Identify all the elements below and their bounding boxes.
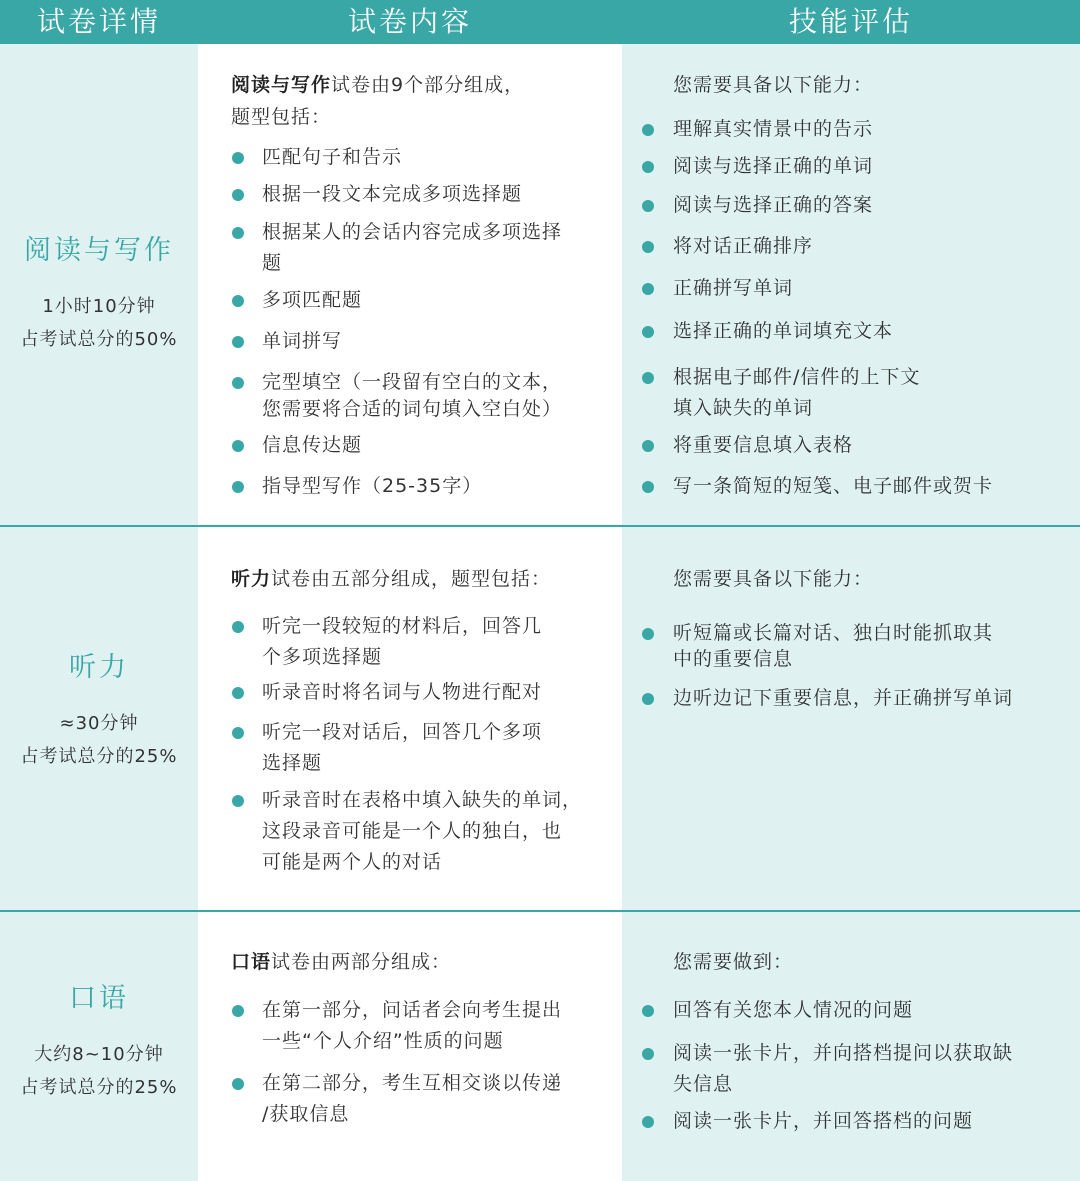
bullet-dot — [232, 377, 244, 389]
content-item-continued: 题 — [262, 252, 283, 274]
bullet-dot — [642, 372, 654, 384]
skill-item-continued: 失信息 — [673, 1073, 734, 1095]
content-item: 根据一段文本完成多项选择题 — [262, 183, 523, 205]
content-item: 指导型写作（25-35字） — [262, 475, 483, 497]
section-score-weight: 占考试总分的25% — [20, 1077, 178, 1098]
section-score-weight: 占考试总分的50% — [20, 329, 178, 350]
content-item: 听录音时将名词与人物进行配对 — [262, 681, 543, 703]
content-intro-bold: 阅读与写作 — [231, 74, 332, 96]
bullet-dot — [232, 727, 244, 739]
skills-intro: 您需要做到： — [673, 951, 794, 973]
bullet-dot — [232, 1005, 244, 1017]
header-skills-assessment: 技能评估 — [788, 5, 913, 38]
content-intro — [231, 563, 551, 595]
section-duration: 大约8~10分钟 — [34, 1044, 164, 1065]
skill-item: 阅读一张卡片，并回答搭档的问题 — [673, 1110, 974, 1132]
bullet-dot — [642, 481, 654, 493]
skill-item: 写一条简短的短笺、电子邮件或贺卡 — [673, 475, 994, 497]
content-item: 根据某人的会话内容完成多项选择 — [262, 221, 563, 243]
section-score-weight: 占考试总分的25% — [20, 746, 178, 767]
skill-item: 听短篇或长篇对话、独白时能抓取其 — [673, 622, 994, 644]
bullet-dot — [642, 326, 654, 338]
skill-item: 选择正确的单词填充文本 — [673, 320, 894, 342]
content-item-continued: 选择题 — [262, 752, 323, 774]
bullet-dot — [232, 440, 244, 452]
content-intro — [231, 946, 451, 978]
bullet-dot — [232, 295, 244, 307]
content-item: 听完一段较短的材料后，回答几 — [262, 615, 543, 637]
content-item: 听录音时在表格中填入缺失的单词， — [262, 789, 583, 811]
content-item: 在第一部分，问话者会向考生提出 — [262, 999, 563, 1021]
skill-item: 回答有关您本人情况的问题 — [673, 999, 914, 1021]
bullet-dot — [232, 1078, 244, 1090]
content-intro-line2: 题型包括： — [231, 106, 332, 128]
content-item-continued: 这段录音可能是一个人的独白，也 — [262, 820, 563, 842]
skill-item: 将重要信息填入表格 — [673, 434, 854, 456]
bullet-dot — [642, 283, 654, 295]
content-item: 在第二部分，考生互相交谈以传递 — [262, 1072, 563, 1094]
header-exam-details: 试卷详情 — [36, 5, 161, 38]
content-item: 听完一段对话后，回答几个多项 — [262, 721, 543, 743]
bullet-dot — [232, 189, 244, 201]
content-item: 完型填空（一段留有空白的文本， — [262, 371, 563, 393]
content-item-continued: 一些“个人介绍”性质的问题 — [262, 1030, 504, 1052]
bullet-dot — [642, 124, 654, 136]
skill-item: 正确拼写单词 — [673, 277, 794, 299]
skill-item: 阅读一张卡片，并向搭档提问以获取缺 — [673, 1042, 1014, 1064]
content-intro-bold: 口语 — [231, 951, 272, 973]
content-item-continued: 可能是两个人的对话 — [262, 851, 443, 873]
bullet-dot — [642, 200, 654, 212]
header-exam-content: 试卷内容 — [347, 5, 472, 38]
content-item: 多项匹配题 — [262, 289, 363, 311]
skill-item: 边听边记下重要信息，并正确拼写单词 — [673, 687, 1014, 709]
bullet-dot — [642, 241, 654, 253]
bullet-dot — [232, 227, 244, 239]
bullet-dot — [642, 1048, 654, 1060]
skill-item: 将对话正确排序 — [673, 235, 814, 257]
table-header — [0, 0, 1080, 44]
section-title: 阅读与写作 — [24, 235, 174, 266]
bullet-dot — [642, 1116, 654, 1128]
content-item-continued: 个多项选择题 — [262, 646, 383, 668]
skill-item: 理解真实情景中的告示 — [673, 118, 874, 140]
content-item: 信息传达题 — [262, 434, 363, 456]
content-intro-text: 试卷由两部分组成： — [271, 951, 452, 973]
skill-item: 阅读与选择正确的答案 — [673, 194, 874, 216]
section-duration: ≈30分钟 — [59, 713, 139, 734]
bullet-dot — [232, 621, 244, 633]
bullet-dot — [232, 152, 244, 164]
content-intro-text: 试卷由五部分组成，题型包括： — [271, 568, 552, 590]
content-item: 单词拼写 — [262, 330, 343, 352]
content-item-continued: 您需要将合适的词句填入空白处） — [262, 398, 563, 420]
bullet-dot — [642, 440, 654, 452]
section-duration: 1小时10分钟 — [42, 296, 156, 317]
skills-intro: 您需要具备以下能力： — [673, 74, 874, 96]
skills-intro: 您需要具备以下能力： — [673, 568, 874, 590]
skill-item-continued: 中的重要信息 — [673, 648, 794, 670]
bullet-dot — [642, 693, 654, 705]
section-title: 口语 — [69, 983, 129, 1014]
bullet-dot — [642, 628, 654, 640]
skill-item-continued: 填入缺失的单词 — [673, 397, 814, 419]
content-intro-text: 试卷由9个部分组成， — [331, 74, 525, 96]
content-item: 匹配句子和告示 — [262, 146, 403, 168]
bullet-dot — [642, 1005, 654, 1017]
bullet-dot — [232, 336, 244, 348]
bullet-dot — [232, 481, 244, 493]
content-intro-bold: 听力 — [231, 568, 272, 590]
section-title: 听力 — [69, 652, 129, 683]
bullet-dot — [232, 795, 244, 807]
content-item-continued: /获取信息 — [262, 1103, 350, 1125]
skill-item: 根据电子邮件/信件的上下文 — [673, 366, 921, 388]
bullet-dot — [232, 687, 244, 699]
bullet-dot — [642, 161, 654, 173]
content-intro — [231, 69, 524, 101]
skill-item: 阅读与选择正确的单词 — [673, 155, 874, 177]
section-1-details-cell — [0, 44, 198, 525]
